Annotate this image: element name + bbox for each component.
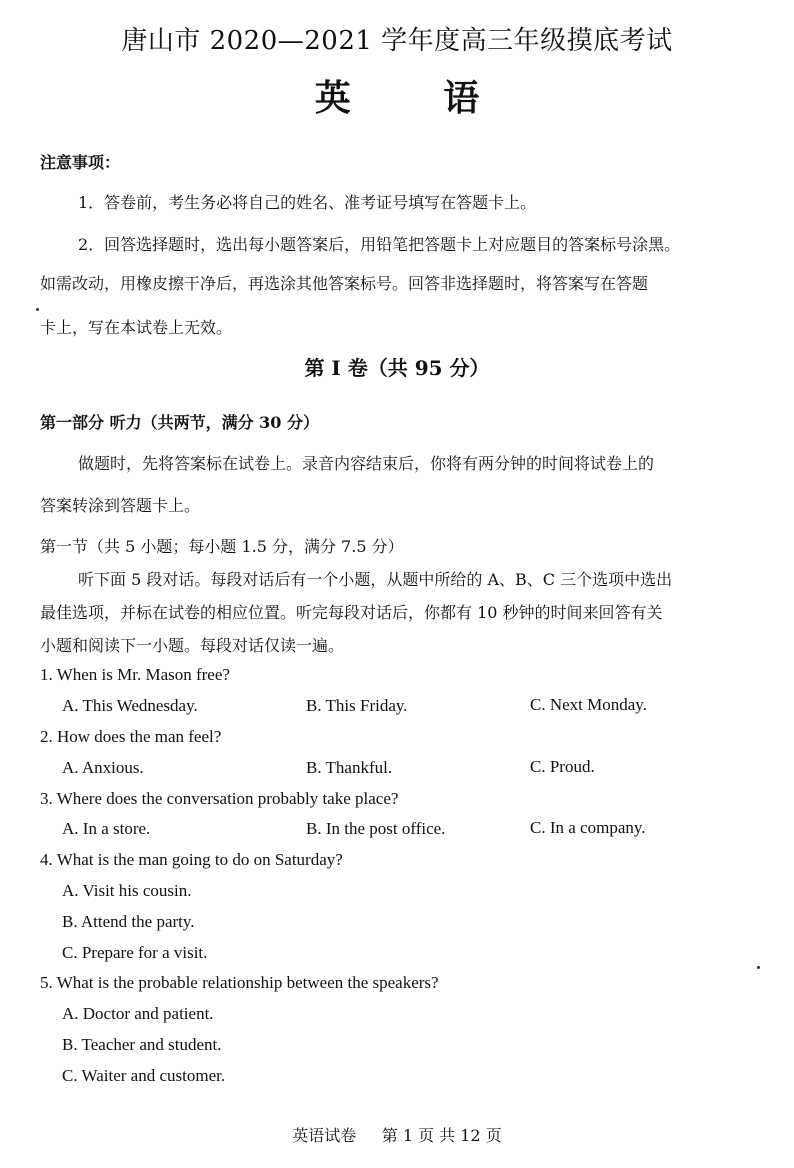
notice-item-2-line-1: 2．回答选择题时，选出每小题答案后，用铅笔把答题卡上对应题目的答案标号涂黑。	[78, 235, 681, 254]
page-footer: 英语试卷 第 1 页 共 12 页	[292, 1126, 502, 1145]
question-5: 5. What is the probable relationship between the speakers?	[40, 973, 439, 992]
question-4-option-c: C. Prepare for a visit.	[62, 943, 208, 962]
question-2-option-b: B. Thankful.	[306, 758, 393, 777]
section1-heading: 第一节（共 5 小题；每小题 1.5 分，满分 7.5 分）	[40, 537, 404, 556]
notice-item-2-line-3: 卡上，写在本试卷上无效。	[40, 318, 233, 337]
part1-heading: 第一部分 听力（共两节，满分 30 分）	[40, 413, 319, 432]
notice-item-1: 1．答卷前，考生务必将自己的姓名、准考证号填写在答题卡上。	[78, 193, 537, 212]
scan-speck	[757, 966, 760, 969]
section1-intro-line-3: 小题和阅读下一小题。每段对话仅读一遍。	[40, 636, 345, 655]
question-3-option-b: B. In the post office.	[306, 819, 446, 838]
question-3-option-c: C. In a company.	[530, 818, 646, 837]
question-4-option-b: B. Attend the party.	[62, 912, 195, 931]
question-4-option-a: A. Visit his cousin.	[62, 881, 192, 900]
question-2-option-a: A. Anxious.	[62, 758, 144, 777]
question-4: 4. What is the man going to do on Saturday?	[40, 850, 343, 869]
part1-intro-line-1: 做题时，先将答案标在试卷上。录音内容结束后，你将有两分钟的时间将试卷上的	[78, 454, 655, 473]
question-2: 2. How does the man feel?	[40, 727, 222, 746]
question-3-option-a: A. In a store.	[62, 819, 151, 838]
exam-title: 唐山市 2020—2021 学年度高三年级摸底考试	[121, 26, 673, 56]
section1-intro-line-2: 最佳选项，并标在试卷的相应位置。听完每段对话后，你都有 10 秒钟的时间来回答有关	[40, 603, 663, 622]
section1-intro-line-1: 听下面 5 段对话。每段对话后有一个小题，从题中所给的 A、B、C 三个选项中选出	[78, 570, 673, 589]
notice-heading: 注意事项：	[40, 153, 121, 172]
scan-speck	[36, 308, 39, 311]
part1-intro-line-2: 答案转涂到答题卡上。	[40, 496, 201, 515]
question-1-option-b: B. This Friday.	[306, 696, 408, 715]
volume-title: 第 I 卷（共 95 分）	[304, 356, 490, 380]
question-2-option-c: C. Proud.	[530, 757, 595, 776]
question-5-option-b: B. Teacher and student.	[62, 1035, 222, 1054]
question-1: 1. When is Mr. Mason free?	[40, 665, 230, 684]
question-1-option-c: C. Next Monday.	[530, 695, 647, 714]
notice-item-2-line-2: 如需改动，用橡皮擦干净后，再选涂其他答案标号。回答非选择题时，将答案写在答题	[40, 274, 649, 293]
question-5-option-c: C. Waiter and customer.	[62, 1066, 226, 1085]
subject-title: 英 语	[314, 77, 520, 119]
question-5-option-a: A. Doctor and patient.	[62, 1004, 214, 1023]
question-1-option-a: A. This Wednesday.	[62, 696, 198, 715]
question-3: 3. Where does the conversation probably take place?	[40, 789, 399, 808]
